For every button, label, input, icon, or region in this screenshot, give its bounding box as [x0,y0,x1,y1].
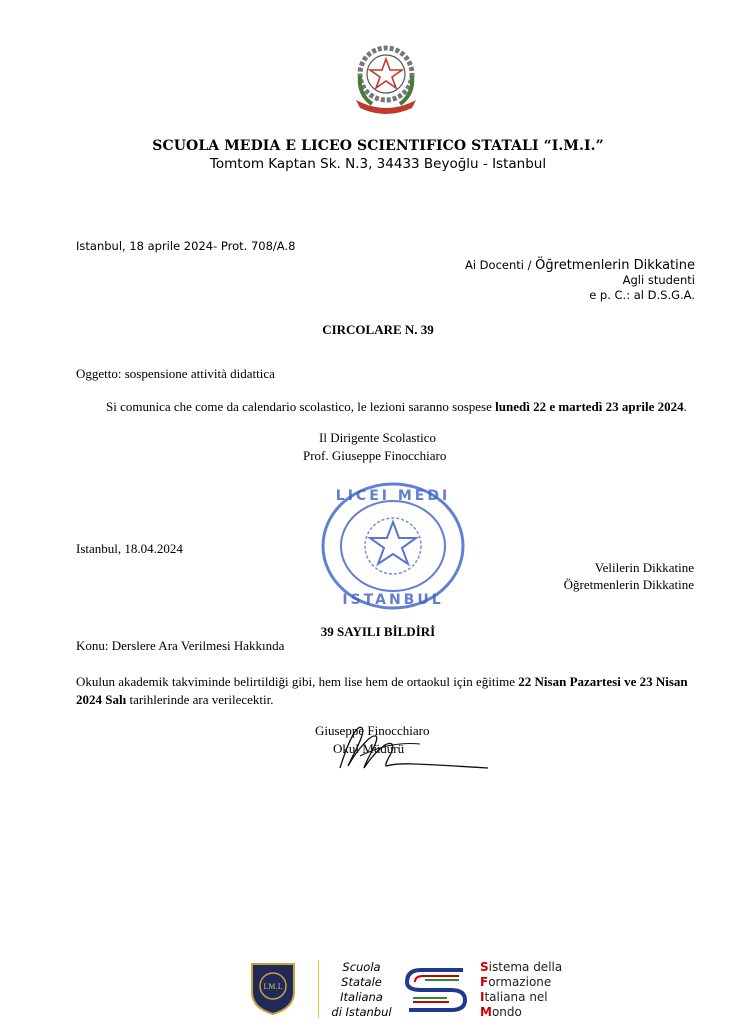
recipients-turkish [564,559,694,593]
recipient-veliler: Velilerin Dikkatine [594,560,694,575]
recipient-ogretmenler: Öğretmenlerin Dikkatine [563,577,694,592]
italian-body-dates: lunedì 22 e martedì 23 aprile 2024 [495,399,684,414]
scuola-statale-text: Scuola Statale Italiana di Istanbul [331,960,392,1019]
recipient-studenti: Agli studenti [622,273,695,287]
dirigente-name: Prof. Giuseppe Finocchiaro [303,448,447,463]
sfi-logo-icon [401,962,471,1018]
recipient-docenti: Ai Docenti / Öğretmenlerin Dikkatine [464,258,695,273]
svg-text:ISTANBUL: ISTANBUL [342,592,444,608]
sfi-text: Sistema della Formazione Italiana nel Mondo [480,960,563,1019]
oggetto-line: Oggetto: sospensione attività didattica [76,366,275,381]
italian-body-text: Si comunica che come da calendario scolastico, le lezioni saranno sospese [106,399,496,414]
recipient-dsga: e p. C.: al D.S.G.A. [589,288,695,302]
turkish-body: Okulun akademik takviminde belirtildiği gibi, hem lise hem de ortaokul için eğitime 22 Nisan Pazartesi ve 23 Nisan 2024 Salı tarihlerinde ara verilecektir. [76,674,688,707]
date-turkish: Istanbul, 18.04.2024 [76,541,183,556]
handwritten-signature [300,716,500,776]
school-name: SCUOLA MEDIA E LICEO SCIENTIFICO STATALI “I.M.I.” [152,138,604,154]
date-protocol: Istanbul, 18 aprile 2024- Prot. 708/A.8 [76,239,296,253]
circolare-title: CIRCOLARE N. 39 [322,322,434,337]
konu-line: Konu: Derslere Ara Verilmesi Hakkında [76,638,285,653]
italian-signature-block [303,429,446,465]
turkish-body-text: Okulun akademik takviminde belirtildiği gibi, hem lise hem de ortaokul için eğitime [76,674,519,689]
bildiri-title: 39 SAYILI BİLDİRİ [320,624,436,639]
footer-divider [318,960,319,1018]
svg-text:LICEI MEDI: LICEI MEDI [335,488,451,504]
dirigente-title: Il Dirigente Scolastico [319,430,436,445]
mudur-title: Okul Müdürü [333,741,405,756]
mudur-name: Giuseppe Finocchiaro [315,723,430,738]
svg-text:I.M.I.: I.M.I. [263,983,283,991]
imi-badge-logo [246,958,300,1016]
turkish-body-dates: 22 Nisan Pazartesi ve 23 Nisan 2024 Salı [76,674,688,707]
italian-body: Si comunica che come da calendario scolastico, le lezioni saranno sospese lunedì 22 e martedì 23 aprile 2024. [76,398,696,416]
recipients-italian [465,256,695,303]
italian-republic-emblem-icon [350,40,422,114]
school-address: Tomtom Kaptan Sk. N.3, 34433 Beyoğlu - Istanbul [209,156,547,172]
school-stamp [318,480,468,612]
